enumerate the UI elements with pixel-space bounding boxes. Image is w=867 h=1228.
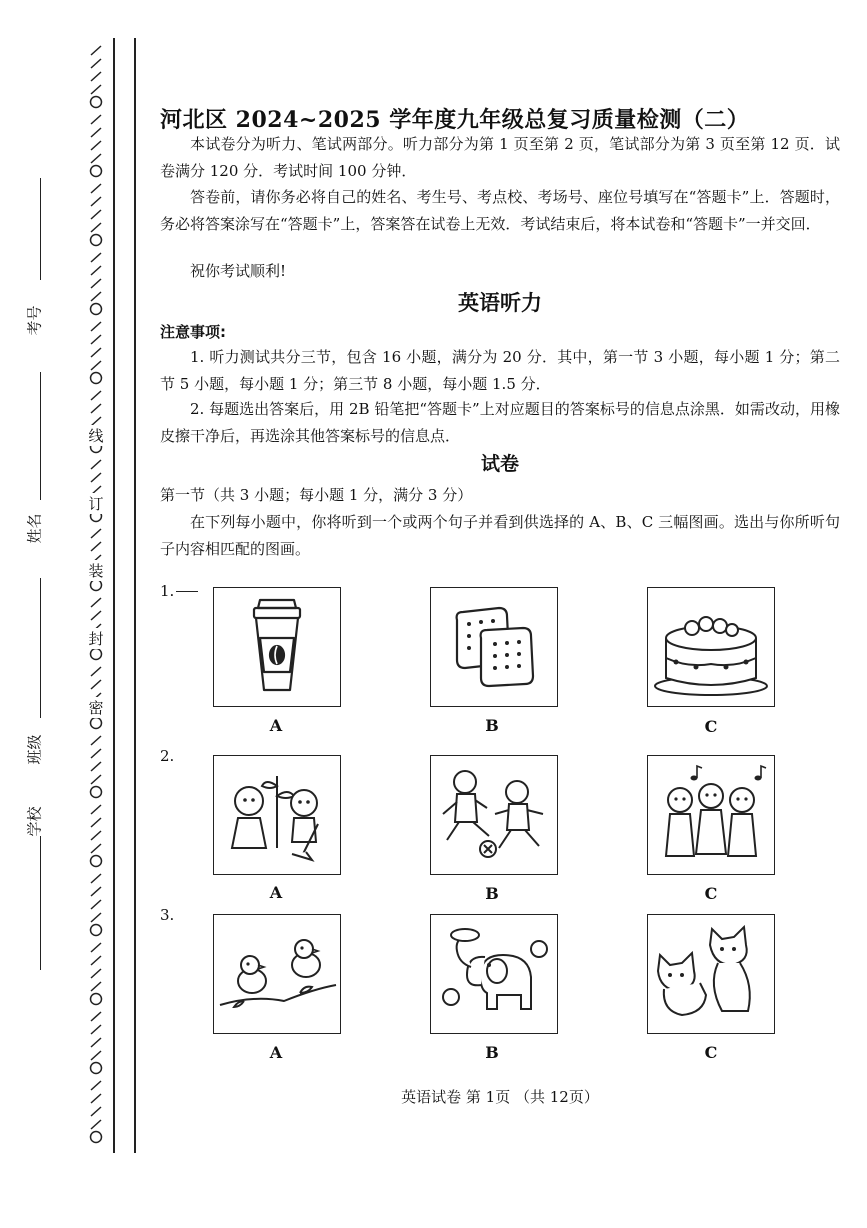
planting-tree-icon[interactable] (213, 755, 341, 875)
option-label: A (269, 716, 283, 735)
seal-slash (91, 184, 101, 193)
seal-slash (91, 736, 101, 745)
class-label: 班级 (25, 734, 44, 765)
paper-heading: 试卷 (480, 453, 519, 475)
seal-line-strip (83, 40, 109, 1150)
name-label: 姓名 (25, 513, 44, 544)
coffee-cup-icon[interactable] (213, 587, 341, 707)
option-label: A (269, 883, 283, 902)
page-footer: 英语试卷 第 1页 （共 12页） (401, 1088, 599, 1106)
seal-slash (91, 667, 101, 676)
question-number: 2. (160, 747, 175, 765)
page-title: 河北区 2024~2025 学年度九年级总复习质量检测（二） (160, 107, 750, 133)
seal-slash (91, 1107, 101, 1116)
seal-slash (91, 913, 101, 922)
seal-circle (91, 235, 102, 246)
option-label: C (704, 1043, 718, 1062)
notes-title: 注意事项: (160, 323, 226, 341)
intro-paragraph-2: 答卷前，请你务必将自己的姓名、考生号、考点校、考场号、座位号填写在“答题卡”上．答题时，务必将答案涂写在“答题卡”上，答案答在试卷上无效．考试结束后，将本试卷和“答题卡”一并交回． (160, 188, 840, 233)
singing-girls-icon[interactable] (647, 755, 775, 875)
seal-slash (91, 680, 101, 689)
option-label: B (485, 884, 499, 903)
seal-slash (91, 473, 101, 482)
question-number: 1. (160, 582, 175, 600)
seal-circle (91, 373, 102, 384)
cake-icon[interactable] (647, 587, 775, 707)
seal-slash (91, 1051, 101, 1060)
seal-slash (91, 141, 101, 150)
question-number: 3. (160, 906, 175, 924)
seal-slash (91, 844, 101, 853)
seal-slash (91, 887, 101, 896)
seal-slash (91, 59, 101, 68)
seal-slash (91, 404, 101, 413)
birds-icon[interactable] (213, 914, 341, 1034)
seal-circle (91, 1063, 102, 1074)
seal-circle (91, 649, 102, 660)
seal-slash (91, 611, 101, 620)
seal-slash (91, 943, 101, 952)
intro-paragraph-1: 本试卷分为听力、笔试两部分。听力部分为第 1 页至第 2 页，笔试部分为第 3 页至第 12 页．试卷满分 120 分．考试时间 100 分钟． (160, 135, 840, 180)
seal-slash (91, 749, 101, 758)
note-1: 1. 听力测试共分三节，包含 16 小题，满分为 20 分．其中，第一节 3 小题，每小题 1 分；第二节 5 小题，每小题 1 分；第三节 8 小题，每小题 1.5 分． (160, 348, 840, 393)
school-label: 学校 (25, 806, 44, 837)
part1-instruction: 在下列每小题中，你将听到一个或两个句子并看到供选择的 A、B、C 三幅图画。选出与你所听句子内容相匹配的图画。 (160, 513, 840, 558)
seal-slash (91, 1081, 101, 1090)
seal-slash (91, 223, 101, 232)
seal-circle (91, 304, 102, 315)
seal-slash (91, 900, 101, 909)
exam-number-line[interactable] (40, 178, 41, 280)
elephant-icon[interactable] (430, 914, 558, 1034)
seal-slash (91, 831, 101, 840)
seal-circle (91, 718, 102, 729)
seal-slash (91, 391, 101, 400)
seal-slash (91, 874, 101, 883)
kittens-icon[interactable] (647, 914, 775, 1034)
seal-slash (91, 85, 101, 94)
seal-char-zhuang: 装 (83, 560, 109, 581)
seal-slash (91, 335, 101, 344)
option-label: B (485, 716, 499, 735)
seal-slash (91, 115, 101, 124)
seal-slash (91, 72, 101, 81)
seal-char-ding: 订 (83, 493, 109, 514)
note-2: 2. 每题选出答案后，用 2B 铅笔把“答题卡”上对应题目的答案标号的信息点涂黑．如需改动，用橡皮擦干净后，再选涂其他答案标号的信息点． (160, 400, 840, 445)
biscuits-icon[interactable] (430, 587, 558, 707)
wish-text: 祝你考试顺利! (190, 262, 287, 280)
seal-slash (91, 1038, 101, 1047)
playing-football-icon[interactable] (430, 755, 558, 875)
seal-char-mi: 密 (83, 697, 109, 718)
seal-slash (91, 529, 101, 538)
seal-slash (91, 1025, 101, 1034)
seal-circle (91, 97, 102, 108)
seal-slash (91, 253, 101, 262)
seal-slash (91, 598, 101, 607)
seal-slash (91, 46, 101, 55)
seal-slash (91, 460, 101, 469)
seal-circle (91, 580, 102, 591)
seal-circle (91, 856, 102, 867)
seal-slash (91, 361, 101, 370)
seal-circle (91, 925, 102, 936)
seal-slash (91, 266, 101, 275)
seal-char-xian: 线 (83, 425, 109, 446)
seal-slash (91, 818, 101, 827)
seal-slash (91, 1120, 101, 1129)
seal-slash (91, 1094, 101, 1103)
exam-number-label: 考号 (25, 305, 44, 336)
class-line[interactable] (40, 578, 41, 718)
seal-slash (91, 775, 101, 784)
seal-slash (91, 348, 101, 357)
name-line[interactable] (40, 372, 41, 500)
seal-slash (91, 210, 101, 219)
seal-slash (91, 762, 101, 771)
margin-rule-right (134, 38, 136, 1153)
question-dash (176, 591, 198, 592)
seal-slash (91, 956, 101, 965)
seal-circle (91, 994, 102, 1005)
school-line[interactable] (40, 836, 41, 970)
seal-slash (91, 969, 101, 978)
seal-slash (91, 128, 101, 137)
seal-slash (91, 197, 101, 206)
section-heading: 英语听力 (458, 291, 542, 315)
seal-slash (91, 154, 101, 163)
option-label: A (269, 1043, 283, 1062)
seal-circle (91, 1132, 102, 1143)
option-label: C (704, 884, 718, 903)
seal-slash (91, 805, 101, 814)
part1-title: 第一节（共 3 小题；每小题 1 分，满分 3 分） (160, 486, 473, 504)
seal-slash (91, 292, 101, 301)
seal-circle (91, 787, 102, 798)
seal-char-feng: 封 (83, 628, 109, 649)
seal-slash (91, 1012, 101, 1021)
seal-slash (91, 322, 101, 331)
seal-slash (91, 542, 101, 551)
seal-slash (91, 279, 101, 288)
seal-slash (91, 982, 101, 991)
margin-rule-left (113, 38, 115, 1153)
option-label: C (704, 717, 718, 736)
option-label: B (485, 1043, 499, 1062)
seal-circle (91, 166, 102, 177)
